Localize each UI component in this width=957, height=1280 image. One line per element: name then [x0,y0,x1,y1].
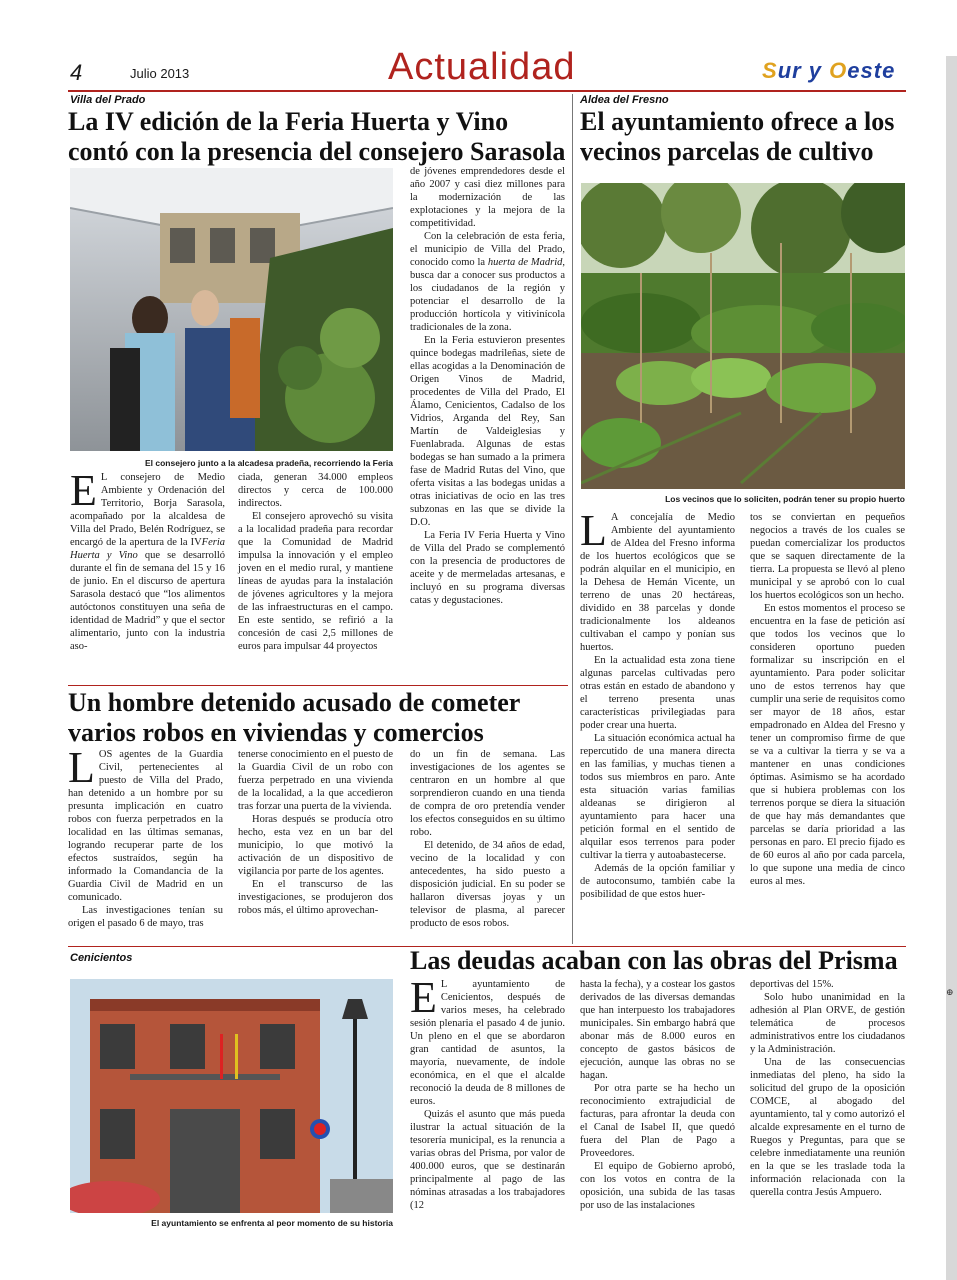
article4-photo [70,979,393,1213]
article3-column-2: tenerse conocimiento en el puesto de la Guardia Civil de un robo con fuerza perpetrado en una vivienda de la localidad, a la que accedieron tras forzar una puerta de la vivienda. Horas después se producía otro hecho, esta vez en un bar del municipio, lo que motivó la activación de un dispositivo de vigilancia por parte de los agentes. En el transcurso de las investigaciones, se produjeron dos robos más, el último aprovechan- [238,749,393,916]
article2-photo-caption: Los vecinos que lo soliciten, podrán tener su propio huerto [665,494,905,504]
article4-column-2: hasta la fecha), y a costear los gastos derivados de las diversas demandas que han interpuesto los trabajadores municipales. Sin embargo habrá que abonar más de 8.000 euros en concepto de gastos básicos de ejecución, aunque las obras no se hagan. Por otra parte se ha hecho un reconocimiento extrajudicial de facturas, para afrontar la deuda con el Canal de Isabel II, que quedó fuera del Plan de Pago a Proveedores. El equipo de Gobierno aprobó, con los votos en contra de la oposición, una subida de las tasas por uso de las instalaciones [580,979,735,1211]
article2-location-tag: Aldea del Fresno [580,94,669,106]
article2-column-1: L A concejalía de Medio Ambiente del ayuntamiento de Aldea del Fresno informa de los huertos ecológicos que se podrán alquilar en el municipio, en la Dehesa de Hemán Vicente, un terreno de unas 20 hectáreas, dividido en 38 parcelas y donde tradicionalmente los aldeanos cultivaban el campo y ponían sus huertos. En la actualidad esta zona tiene algunas parcelas cultivadas pero otras están en estado de abandono y el terreno presenta unas características privilegiadas para poder crear una huerta. La situación económica actual ha repercutido de una manera directa en las familias, y muchas tienen a todos sus miembros en paro. Ante esta situación varias familias aldeanas se dirigieron al ayuntamiento para hacer una petición formal en el sentido de alquilar esos terrenos para poder cultivar la tierra y autoabastecerse. Además de la opción familiar y de autoconsumo, también cabe la posibilidad de que estos huer- [580,506,735,900]
article1-column-2: ciada, generan 34.000 empleos directos y cerca de 100.000 indirectos. El consejero aprovechó su visita a la localidad pradeña para recordar que la Comunidad de Madrid impulsa la innovación y el empleo joven en el medio rural, y mantiene líneas de ayudas para la instalación de jóvenes agricultores y la mejora de las infraestructuras en el campo. En este sentido, se refirió a la concesión de casi 2,5 millones de euros para impulsar 44 proyectos [238,472,393,652]
article4-photo-caption: El ayuntamiento se enfrenta al peor momento de su historia [151,1218,393,1228]
section-title: Actualidad [388,46,576,88]
header-rule [68,90,906,92]
article4-column-1: E L ayuntamiento de Cenicientos, después de varios meses, ha celebrado sesión plenaria el pasado 4 de junio. Un pleno en el que se abordaron gran cantidad de asuntos, la mayoría, nuevamente, de índole económica, en el que el alcalde reconoció la deuda de 8 millones de euros. Quizás el asunto que más pueda ilustrar la actual situación de la tesorería municipal, es la renuncia a varias obras del Prisma, por valor de 400.000 euros, que se destinarán principalmente al pago de las nóminas atrasadas a los trabajadores (12 [410,973,565,1211]
page-number: 4 [70,60,83,85]
article3-column-1: LOS agentes de la Guardia Civil, pertenecientes al puesto de Villa del Prado, han detenido a un hombre por su presunta implicación en cuatro robos con fuerza perpetrados en la localidad en las últimas semanas, logrando recuperar parte de los efectos sustraídos, según ha informado la Comandancia de la Guardia Civil de Madrid en un comunicado. Las investigaciones tenían su origen el pasado 6 de mayo, tras [68,743,223,929]
article1-location-tag: Villa del Prado [70,94,146,106]
article1-column-1: E L consejero de Medio Ambiente y Ordenación del Territorio, Borja Sarasola, acompañado por la alcaldesa de Villa del Prado, Belén Rodríguez, se encargó de la apertura de la IVFeria Huerta y Vino que se desarrolló durante el fin de semana del 15 y 16 de junio. En el discurso de apertura Sarasola destacó que “los alimentos autóctonos constituyen una seña de identidad de Madrid” y que el sector alimentario, junto con la industria aso- [70,466,225,652]
column-divider [572,94,573,944]
article2-column-2: tos se conviertan en pequeños negocios a través de los cuales se puedan comercializar los productos que se saquen directamente de la tierra. La propuesta se llevó al pleno municipal y se aprobó con lo cual los huertos ecológicos son un hecho. En estos momentos el proceso se encuentra en la fase de petición así que todos los vecinos que lo consideren oportuno pueden formalizar su inscripción en el ayuntamiento. Para poder solicitar uno de estos terrenos hay que cumplir una serie de requisitos como ser mayor de 18 años, estar empadronado en Aldea del Fresno y tener un compromiso firme de que se va a cultivar la tierra y se va a mantener en unas condiciones óptimas. Asimismo se ha acordado que si hubiera problemas con los terrenos porque se diera la situación de que hay más demandantes que parcelas se daría prioridad a las personas en paro. El precio fijado es de 60 euros al año por cada parcela, lo que supone una media de cinco euros al mes. [750,512,905,887]
article2-dropcap: L [580,506,607,555]
publication-logo: Sur y Oeste [762,58,896,83]
article4-column-3: deportivas del 15%. Solo hubo unanimidad en la adhesión al Plan ORVE, de gestión telemática de procesos administrativos entre los ciudadanos y la Administración. Una de las consecuencias inmediatas del pleno, ha sido la solicitud del grupo de la oposición COMCE, al abogado del ayuntamiento, tal y como autorizó el alcalde expresamente en el turno de Ruegos y Preguntas, para que se celebre inmediatamente una reunión en la que se les traslade toda la información relacionada con la querella contra Jesús Ampuero. [750,979,905,1198]
issue-date: Julio 2013 [130,66,190,81]
article1-headline: La IV edición de la Feria Huerta y Vino contó con la presencia del consejero Sarasola [68,107,566,166]
article1-dropcap: E [70,466,97,515]
page-edge-bar [946,56,957,1280]
article1-photo-caption: El consejero junto a la alcadesa pradeña, recorriendo la Feria [144,458,393,468]
article2-headline: El ayuntamiento ofrece a los vecinos parcelas de cultivo [580,107,895,166]
article1-photo [70,168,393,451]
article3-headline: Un hombre detenido acusado de cometer varios robos en viviendas y comercios [68,688,520,747]
article3-dropcap: L [68,743,95,792]
article2-photo [581,183,905,489]
registration-mark: ⊕ [946,987,954,997]
article1-column-3: de jóvenes emprendedores desde el año 2007 y casi diez millones para la modernización de las explotaciones y la mejora de la competitividad. Con la celebración de esta feria, el municipio de Villa del Prado, conocido como la huerta de Madrid, busca dar a conocer sus productos a los ciudadanos de la región y potenciar el desarrollo de la producción hortícola y vitivinícola tradicionales de la zona. En la Feria estuvieron presentes quince bodegas madrileñas, siete de ellas acogidas a la Denominación de Origen Vinos de Madrid, procedentes de Villa del Prado, El Álamo, Cenicientos, Cadalso de los Vidrios, Arganda del Rey, San Martín de Valdeiglesias y Fuenlabrada. Algunas de estas bodegas se han sumado a la primera fase de Madrid Rutas del Vino, que oferta visitas a las bodegas unidas a otras iniciativas de ocio en las tres subzonas en las que se divide la D.O. La Feria IV Feria Huerta y Vino de Villa del Prado se complementó con la presencia de productores de aceite y de mermeladas artesanas, e incluyó en su programa diversas catas y degustaciones. [410,166,565,606]
article4-location-tag: Cenicientos [70,952,133,964]
article3-top-rule [68,685,568,686]
article4-dropcap: E [410,973,437,1022]
article4-headline: Las deudas acaban con las obras del Prisma [410,946,898,975]
article3-column-3: do un fin de semana. Las investigaciones de los agentes se centraron en un hombre al que sorprendieron cuando en una tienda de compra de oro pretendía vender los efectos conseguidos en su último robo. El detenido, de 34 años de edad, vecino de la localidad y con antecedentes, ha sido puesto a disposición judicial. En su poder se hallaron diversas joyas y un televisor de plasma, al parecer producto de esos robos. [410,749,565,929]
